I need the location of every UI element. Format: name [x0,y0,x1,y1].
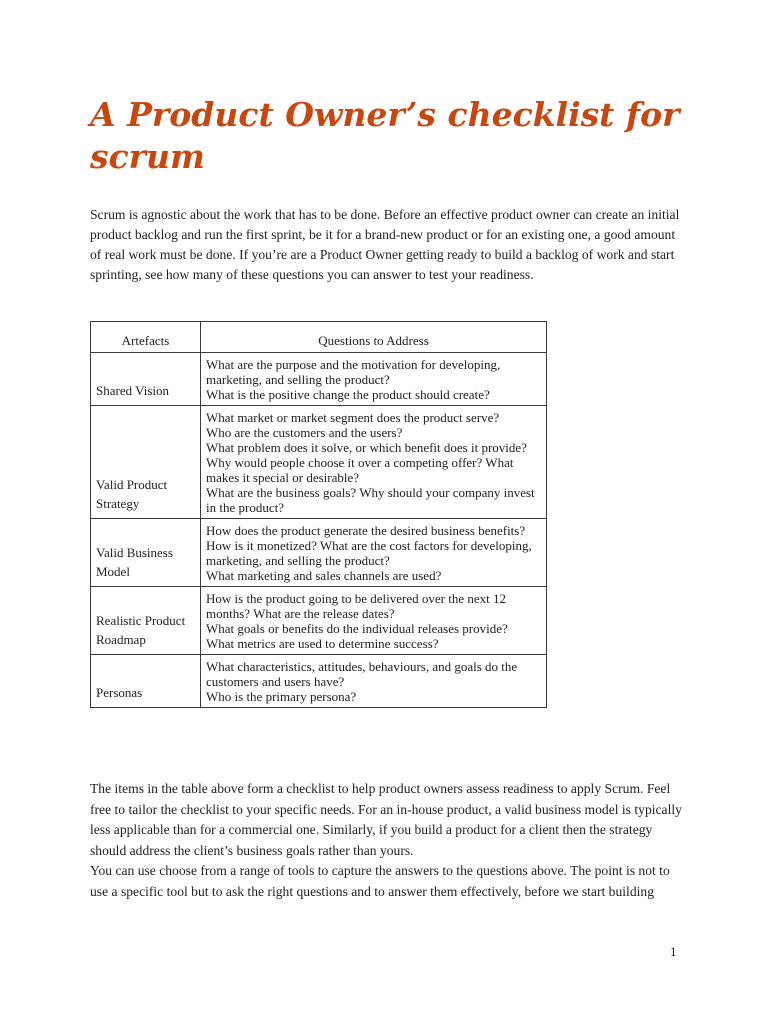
question-text: What are the purpose and the motivation for developing, marketing, and selling the product? [206,357,501,387]
table-row [91,655,547,708]
question-text: What marketing and sales channels are used? [206,568,442,583]
intro-paragraph: Scrum is agnostic about the work that has to be done. Before an effective product owner can create an initial product backlog and run the first sprint, be it for a brand-new product or for an existing one, a good amount of real work must be done. If you’re are a Product Owner getting ready to build a backlog of work and start sprinting, see how many of these questions you can answer to test your readiness. [90,207,680,282]
questions-cell [201,406,547,519]
document-title: A Product Owner’s checklist for scrum [90,95,680,176]
question-text: What is the positive change the product should create? [206,387,490,402]
artefact-cell: Personas [91,655,201,708]
questions-cell [201,519,547,587]
questions-cell [201,353,547,406]
artefact-cell: Valid Business Model [91,519,201,587]
table-row [91,353,547,406]
artefact-cell: Shared Vision [91,353,201,406]
column-header-questions: Questions to Address [201,322,547,353]
question-text: What goals or benefits do the individual releases provide? [206,621,508,636]
question-text: What problem does it solve, or which benefit does it provide? [206,440,527,455]
question-text: How does the product generate the desired business benefits? [206,523,526,538]
question-text: Who are the customers and the users? [206,425,403,440]
column-header-artefacts: Artefacts [91,322,201,353]
question-text: How is it monetized? What are the cost factors for developing, marketing, and selling the product? [206,538,532,568]
artefact-cell: Realistic Product Roadmap [91,587,201,655]
table-row [91,587,547,655]
body-text [90,779,690,902]
question-text: How is the product going to be delivered over the next 12 months? What are the release dates? [206,591,507,621]
question-text: What are the business goals? Why should your company invest in the product? [206,485,535,515]
body-paragraph: You can use choose from a range of tools to capture the answers to the questions above. The point is not to use a specific tool but to ask the right questions and to answer them effectively, before we start building [90,863,670,899]
page-number: 1 [670,944,677,959]
table-row [91,406,547,519]
question-text: What market or market segment does the product serve? [206,410,500,425]
question-text: Who is the primary persona? [206,689,357,704]
checklist-table [90,321,547,708]
artefact-cell: Valid Product Strategy [91,406,201,519]
table-header-row [91,322,547,353]
question-text: What metrics are used to determine success? [206,636,439,651]
body-paragraph: The items in the table above form a checklist to help product owners assess readiness to apply Scrum. Feel free to tailor the checklist to your specific needs. For an in-house product, a valid business model is typically less applicable than for a commercial one. Similarly, if you build a product for a client then the strategy should address the client’s business goals rather than yours. [90,781,682,858]
question-text: What characteristics, attitudes, behaviours, and goals do the customers and users have? [206,659,518,689]
questions-cell [201,587,547,655]
question-text: Why would people choose it over a competing offer? What makes it special or desirable? [206,455,514,485]
questions-cell [201,655,547,708]
table-row [91,519,547,587]
